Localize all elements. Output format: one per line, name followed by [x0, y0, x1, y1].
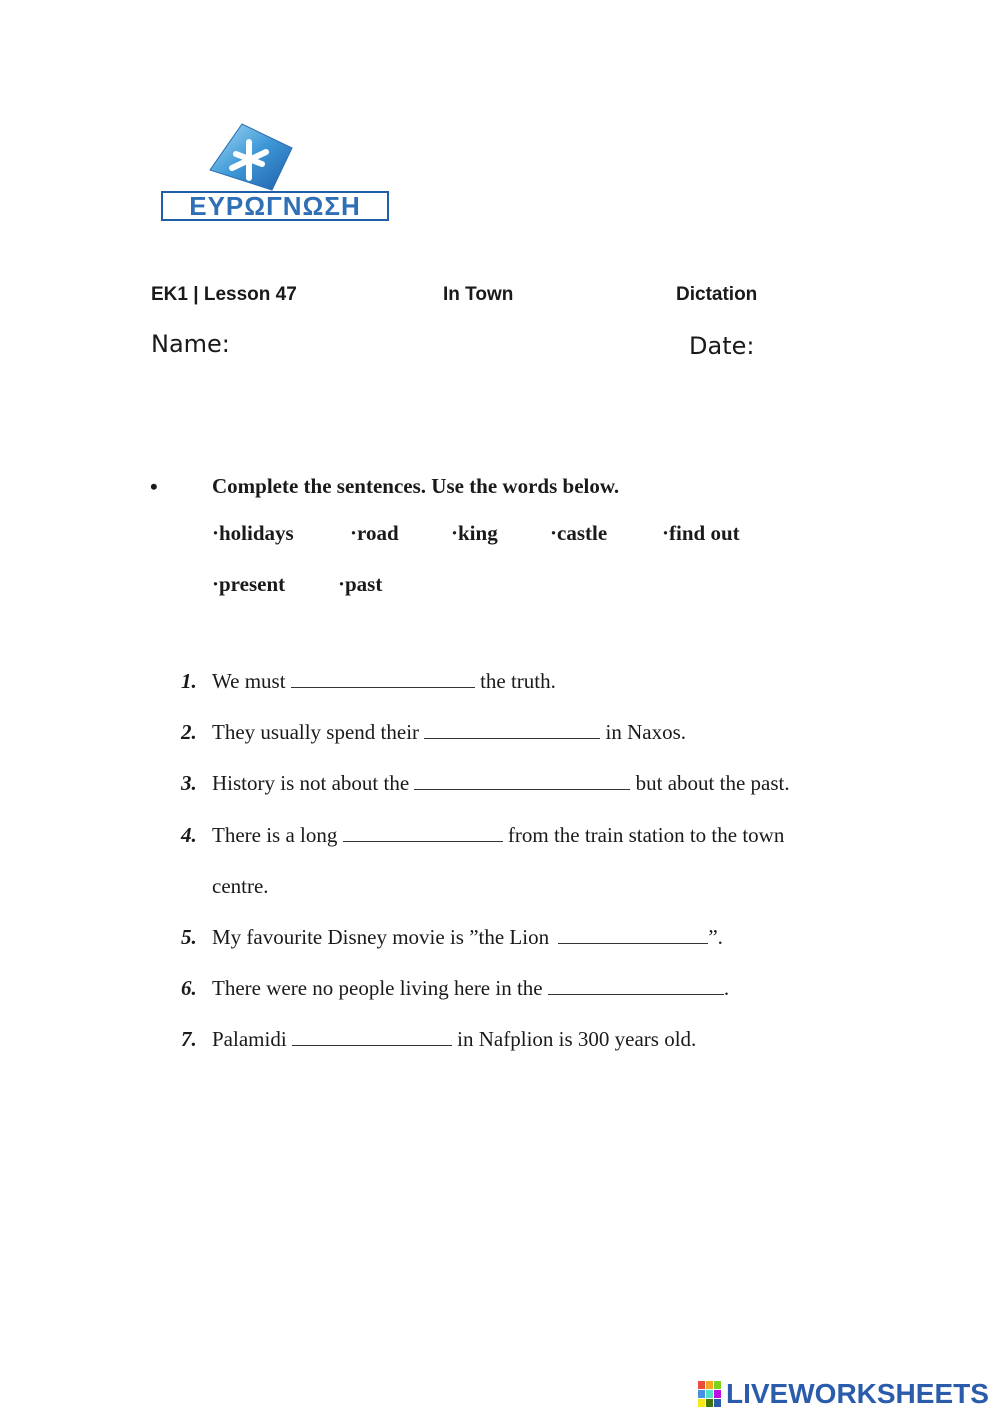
sentence-4-continuation: centre. — [212, 874, 269, 898]
sentence-2 — [212, 720, 686, 745]
sentence-text: in Naxos. — [605, 720, 687, 744]
sentence-6 — [212, 976, 729, 1001]
name-label: Name: — [151, 330, 230, 358]
liveworksheets-logo-icon — [698, 1381, 722, 1407]
sentence-3 — [212, 771, 790, 796]
answer-blank-7[interactable] — [292, 1029, 452, 1046]
sentence-number: 2. — [181, 720, 197, 744]
word-bank-item: ·road — [350, 521, 399, 545]
liveworksheets-text: LIVEWORKSHEETS — [726, 1378, 989, 1409]
word-bank-item: ·find out — [662, 521, 740, 545]
sentence-7 — [212, 1027, 696, 1052]
sentence-number: 3. — [181, 771, 197, 795]
logo-text: ΕΥΡΩΓΝΩΣΗ — [189, 191, 361, 221]
sentence-number: 4. — [181, 823, 197, 847]
sentence-text: . — [723, 976, 730, 1000]
sentence-text: They usually spend their — [212, 720, 420, 744]
sentence-text: from the train station to the town — [507, 823, 785, 847]
answer-blank-3[interactable] — [414, 773, 630, 790]
sentence-text: There were no people living here in the — [212, 976, 543, 1000]
sentence-number: 7. — [181, 1027, 197, 1051]
sentence-text: My favourite Disney movie is ”the Lion — [212, 925, 550, 949]
sentence-text: but about the past. — [635, 771, 790, 795]
sentence-text: We must — [212, 669, 286, 693]
liveworksheets-brand — [698, 1378, 989, 1410]
sentence-text: in Nafplion is 300 years old. — [457, 1027, 697, 1051]
word-bank-item: ·holidays — [212, 521, 294, 545]
answer-blank-2[interactable] — [424, 722, 600, 739]
sentence-text: There is a long — [212, 823, 338, 847]
sentence-number: 6. — [181, 976, 197, 1000]
logo-mark-icon — [160, 122, 392, 222]
word-bank-item: ·present — [212, 572, 286, 596]
answer-blank-4[interactable] — [343, 825, 503, 842]
answer-blank-5[interactable] — [558, 927, 708, 944]
sentence-text: History is not about the — [212, 771, 410, 795]
sentence-text: the truth. — [480, 669, 556, 693]
sentence-text: ”. — [708, 925, 723, 949]
word-bank-item: ·castle — [550, 521, 608, 545]
sentence-5 — [212, 925, 723, 950]
topic-label: In Town — [443, 284, 514, 305]
sentence-4 — [212, 823, 784, 848]
date-label: Date: — [689, 332, 755, 360]
sentence-number: 5. — [181, 925, 197, 949]
word-bank-item: ·king — [451, 521, 498, 545]
sentence-1 — [212, 669, 556, 694]
sentence-number: 1. — [181, 669, 197, 693]
word-bank-item: ·past — [338, 572, 383, 596]
sentence-text: Palamidi — [212, 1027, 287, 1051]
eurognosi-logo — [160, 122, 392, 222]
lesson-label: EK1 | Lesson 47 — [151, 284, 297, 305]
instruction-bullet: • — [150, 474, 158, 499]
answer-blank-1[interactable] — [291, 671, 475, 688]
answer-blank-6[interactable] — [548, 978, 724, 995]
instruction-text: Complete the sentences. Use the words below. — [212, 474, 620, 498]
activity-type-label: Dictation — [676, 284, 758, 305]
